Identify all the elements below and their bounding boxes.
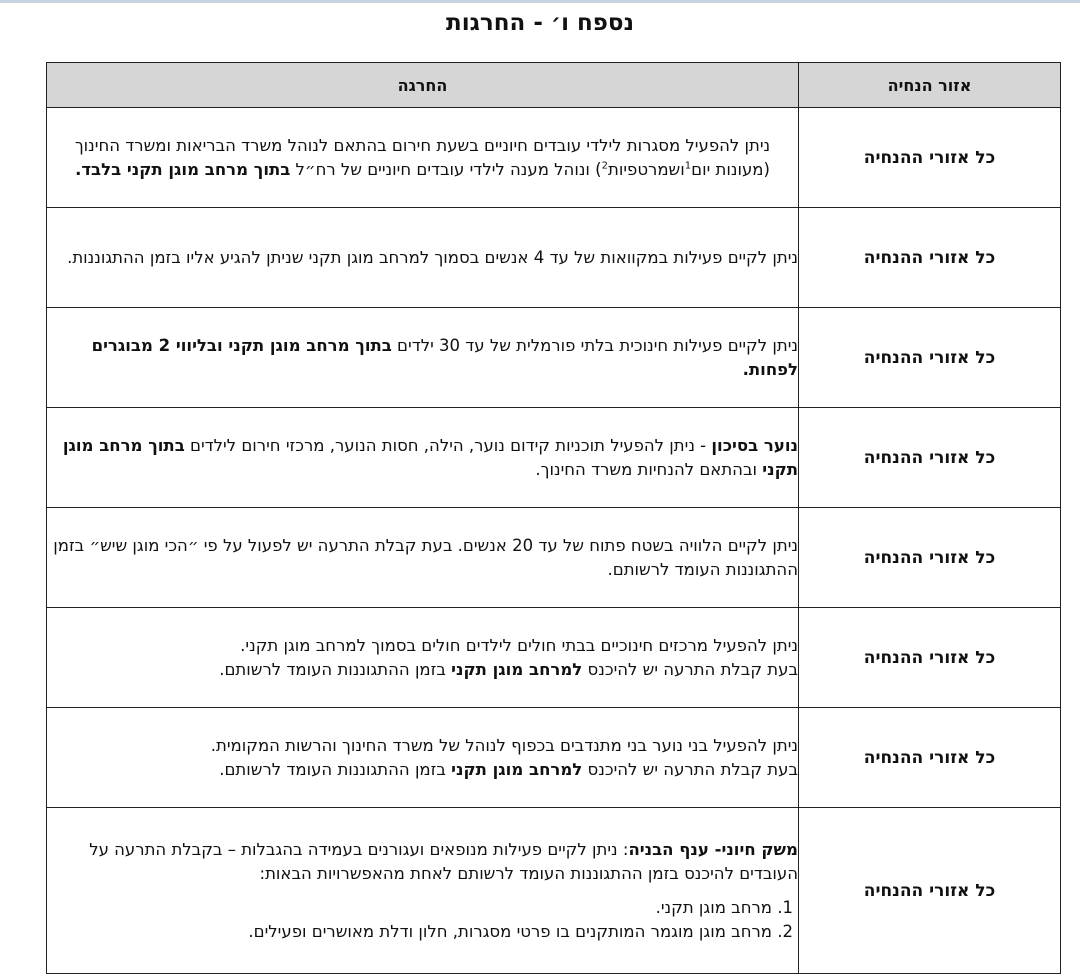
table-row: [47, 108, 1061, 208]
options-list: [47, 896, 798, 944]
exception-bold-text: בתוך מרחב מוגן תקני ובליווי 2 מבוגרים לפחות.: [91, 335, 798, 379]
exception-text: - ניתן להפעיל תוכניות קידום נוער, הילה, חסות הנוער, מרכזי חירום לילדים: [184, 435, 712, 455]
footnote-mark: 2: [601, 160, 608, 171]
table-row: [47, 408, 1061, 508]
table-row: [47, 208, 1061, 308]
exception-text: ניתן לקיים הלוויה בשטח פתוח של עד 20 אנשים. בעת קבלת התרעה יש לפעול על פי ״הכי מוגן שיש״ בזמן ההתגוננות העומד לרשותם.: [53, 535, 798, 579]
exception-text: ושמרטפיות: [608, 159, 685, 179]
exception-cell: [47, 708, 799, 808]
area-cell: כל אזורי ההנחיה: [799, 608, 1061, 708]
list-item: 2. מרחב מוגן מוגמר המותקנים בו פרטי מסגרות, חלון ודלת מאושרים ופעילים.: [47, 920, 772, 944]
page-title: נספח ו׳ - החרגות: [446, 10, 634, 36]
exception-text: ובהתאם להנחיות משרד החינוך.: [535, 459, 763, 479]
exception-text: בעת קבלת התרעה יש להיכנס: [582, 759, 798, 779]
exception-bold-text: משק חיוני- ענף הבניה: [628, 839, 798, 859]
exception-text: : ניתן לקיים פעילות מנופאים ועגורנים בעמידה בהגבלות – בקבלת התרעה על העובדים להיכנס בזמן ההתגוננות העומד לרשותם לאחת מהאפשרויות הבאות:: [89, 839, 798, 883]
exception-text: בזמן ההתגוננות העומד לרשותם.: [219, 659, 452, 679]
exception-bold-text: למרחב מוגן תקני: [451, 659, 583, 679]
header-area: אזור הנחיה: [799, 63, 1061, 108]
exception-text: ניתן להפעיל בני נוער בני מתנדבים בכפוף לנוהל של משרד החינוך והרשות המקומית.: [210, 735, 798, 755]
exception-text: ניתן לקיים פעילות במקוואות של עד 4 אנשים בסמוך למרחב מוגן תקני שניתן להגיע אליו בזמן ההתגוננות.: [67, 247, 798, 267]
exception-cell: [47, 208, 799, 308]
exception-cell: [47, 408, 799, 508]
table-row: [47, 608, 1061, 708]
exception-text: ) ונוהל מענה לילדי עובדים חיוניים של רח״ל: [290, 159, 602, 179]
exception-text: ניתן להפעיל מרכזים חינוכיים בבתי חולים לילדים חולים בסמוך למרחב מוגן תקני.: [240, 635, 798, 655]
exception-text: בזמן ההתגוננות העומד לרשותם.: [219, 759, 452, 779]
top-border-line: [0, 0, 1080, 3]
exception-bold-text: בתוך מרחב מוגן תקני בלבד.: [75, 159, 291, 179]
area-cell: כל אזורי ההנחיה: [799, 208, 1061, 308]
exception-text: ניתן לקיים פעילות חינוכית בלתי פורמלית של עד 30 ילדים: [391, 335, 798, 355]
table-row: [47, 308, 1061, 408]
area-cell: כל אזורי ההנחיה: [799, 708, 1061, 808]
exception-cell: [47, 608, 799, 708]
exception-text: בעת קבלת התרעה יש להיכנס: [582, 659, 798, 679]
exception-text: ניתן להפעיל מסגרות לילדי עובדים חיוניים בשעת חירום בהתאם לנוהל משרד הבריאות ומשרד החינוך (מעונות יום: [74, 135, 771, 179]
exception-bold-text: למרחב מוגן תקני: [451, 759, 583, 779]
exception-bold-text: בתוך מרחב מוגן תקני: [62, 435, 798, 479]
list-item: 1. מרחב מוגן תקני.: [47, 896, 772, 920]
area-cell: כל אזורי ההנחיה: [799, 808, 1061, 974]
footnote-mark: 1: [684, 160, 692, 171]
table-header-row: [47, 63, 1061, 108]
header-exception: החרגה: [47, 63, 799, 108]
area-cell: כל אזורי ההנחיה: [799, 108, 1061, 208]
exception-cell: [47, 808, 799, 974]
exception-cell: [47, 508, 799, 608]
area-cell: כל אזורי ההנחיה: [799, 508, 1061, 608]
table-row: [47, 708, 1061, 808]
exception-cell: [47, 108, 799, 208]
exception-cell: [47, 308, 799, 408]
exception-bold-text: נוער בסיכון: [711, 435, 798, 455]
area-cell: כל אזורי ההנחיה: [799, 408, 1061, 508]
exceptions-table: [46, 62, 1061, 974]
table-row: [47, 808, 1061, 974]
area-cell: כל אזורי ההנחיה: [799, 308, 1061, 408]
table-row: [47, 508, 1061, 608]
